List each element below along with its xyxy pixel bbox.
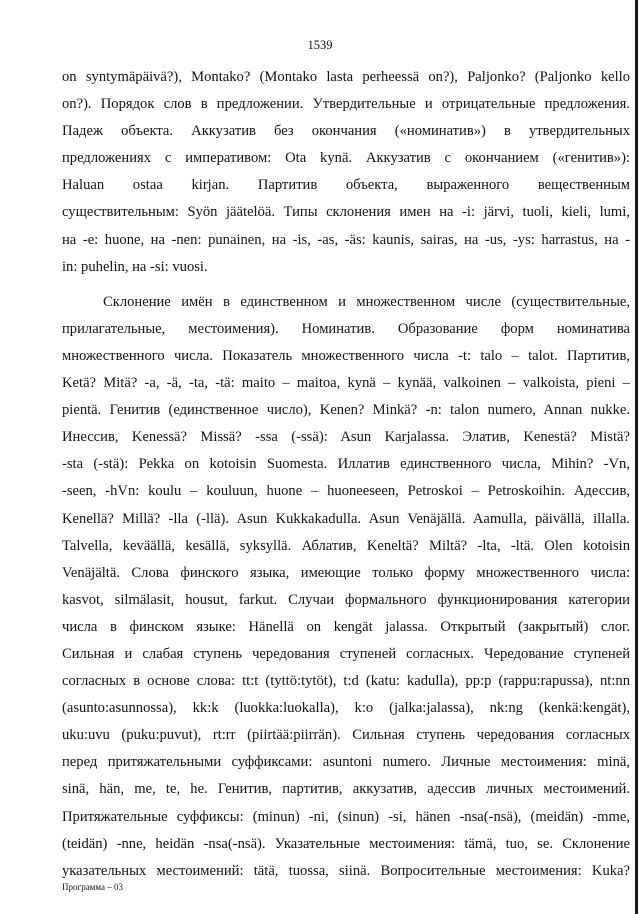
text-line: числа в финском языке: Hänellä on kengät jalassa. Открытый (закрытый) слог. (62, 618, 630, 635)
text-line: указательных местоимений: tätä, tuossa, siinä. Вопросительные местоимения: Kuka? (62, 862, 630, 879)
text-line: существительным: Syön jäätelöä. Типы склонения имен на -i: järvi, tuoli, kieli, lumi, (62, 204, 630, 221)
text-line: on?). Порядок слов в предложении. Утвердительные и отрицательные предложения. (62, 96, 630, 113)
text-line: sinä, hän, me, te, he. Генитив, партитив, аккузатив, адессив личных местоимений. (62, 781, 630, 798)
text-line: (teidän) -nne, heidän -nsa(-nsä). Указательные местоимения: tämä, tuo, se. Склонение (62, 835, 630, 852)
text-line: множественного числа. Показатель множественного числа -t: talo – talot. Партитив, (62, 347, 630, 364)
text-line: на -e: huone, на -nen: punainen, на -is, -as, -äs: kaunis, sairas, на -us, -ys: harrastus, на - (62, 231, 630, 248)
text-line: перед притяжательными суффиксами: asuntoni numero. Личные местоимения: minä, (62, 754, 630, 771)
text-line: on syntymäpäivä?), Montako? (Montako lasta perheessä on?), Paljonko? (Paljonko kello (62, 69, 630, 85)
text-line: предложениях с императивом: Ota kynä. Аккузатив с окончанием («генитив»): (62, 150, 630, 167)
text-line: Kenellä? Millä? -lla (-llä). Asun Kukkakadulla. Asun Venäjällä. Aamulla, päivällä, illalla. (62, 510, 630, 527)
text-line: Ketä? Mitä? -a, -ä, -ta, -tä: maito – maitoa, kynä – kynää, valkoinen – valkoista, pieni – (62, 375, 630, 392)
text-line: Инессив, Kenessä? Missä? -ssa (-ssä): Asun Karjalassa. Элатив, Kenestä? Mistä? (62, 429, 630, 446)
text-line: kasvot, silmälasit, housut, farkut. Случаи формального функционирования категории (62, 591, 630, 608)
body-text (62, 64, 630, 885)
text-line: Притяжательные суффиксы: (minun) -ni, (sinun) -si, hänen -nsa(-nsä), (meidän) -mme, (62, 808, 630, 825)
text-line: прилагательные, местоимения). Номинатив. Образование форм номинатива (62, 320, 630, 337)
paragraph-1 (62, 64, 630, 281)
text-line: pientä. Генитив (единственное число), Kenen? Minkä? -n: talon numero, Annan nukke. (62, 402, 630, 419)
paragraph-2 (62, 289, 630, 885)
page-number: 1539 (307, 38, 333, 52)
text-line: Haluan ostaa kirjan. Партитив объекта, выраженного вещественным (62, 177, 630, 194)
scan-edge-shadow (635, 0, 638, 914)
text-line: Talvella, keväällä, kesällä, syksyllä. Аблатив, Keneltä? Miltä? -lta, -ltä. Olen kotoisin (62, 537, 630, 554)
text-line: -seen, -hVn: koulu – kouluun, huone – huoneeseen, Petroskoi – Petroskoihin. Адессив, (62, 483, 630, 500)
text-line: uku:uvu (puku:puvut), rt:rr (piirtää:piirrän). Сильная ступень чередования согласных (62, 727, 630, 744)
text-line: Падеж объекта. Аккузатив без окончания («номинатив») в утвердительных (62, 123, 630, 140)
text-line: -sta (-stä): Pekka on kotoisin Suomesta. Иллатив единственного числа, Mihin? -Vn, (62, 456, 630, 473)
footer-label: Программа – 03 (62, 882, 124, 892)
text-line: Сильная и слабая ступень чередования ступеней согласных. Чередование ступеней (62, 645, 630, 662)
text-line: согласных в основе слова: tt:t (tyttö:tytöt), t:d (katu: kadulla), pp:p (rappu:rapussa), nt:nn (62, 673, 630, 690)
text-line: in: puhelin, на -si: vuosi. (62, 258, 208, 275)
text-line: (asunto:asunnossa), kk:k (luokka:luokalla), k:o (jalka:jalassa), nk:ng (kenkä:kengät), (62, 700, 630, 717)
text-line: Venäjältä. Слова финского языка, имеющие только форму множественного числа: (62, 564, 630, 581)
text-line: Склонение имён в единственном и множественном числе (существительные, (103, 293, 630, 310)
